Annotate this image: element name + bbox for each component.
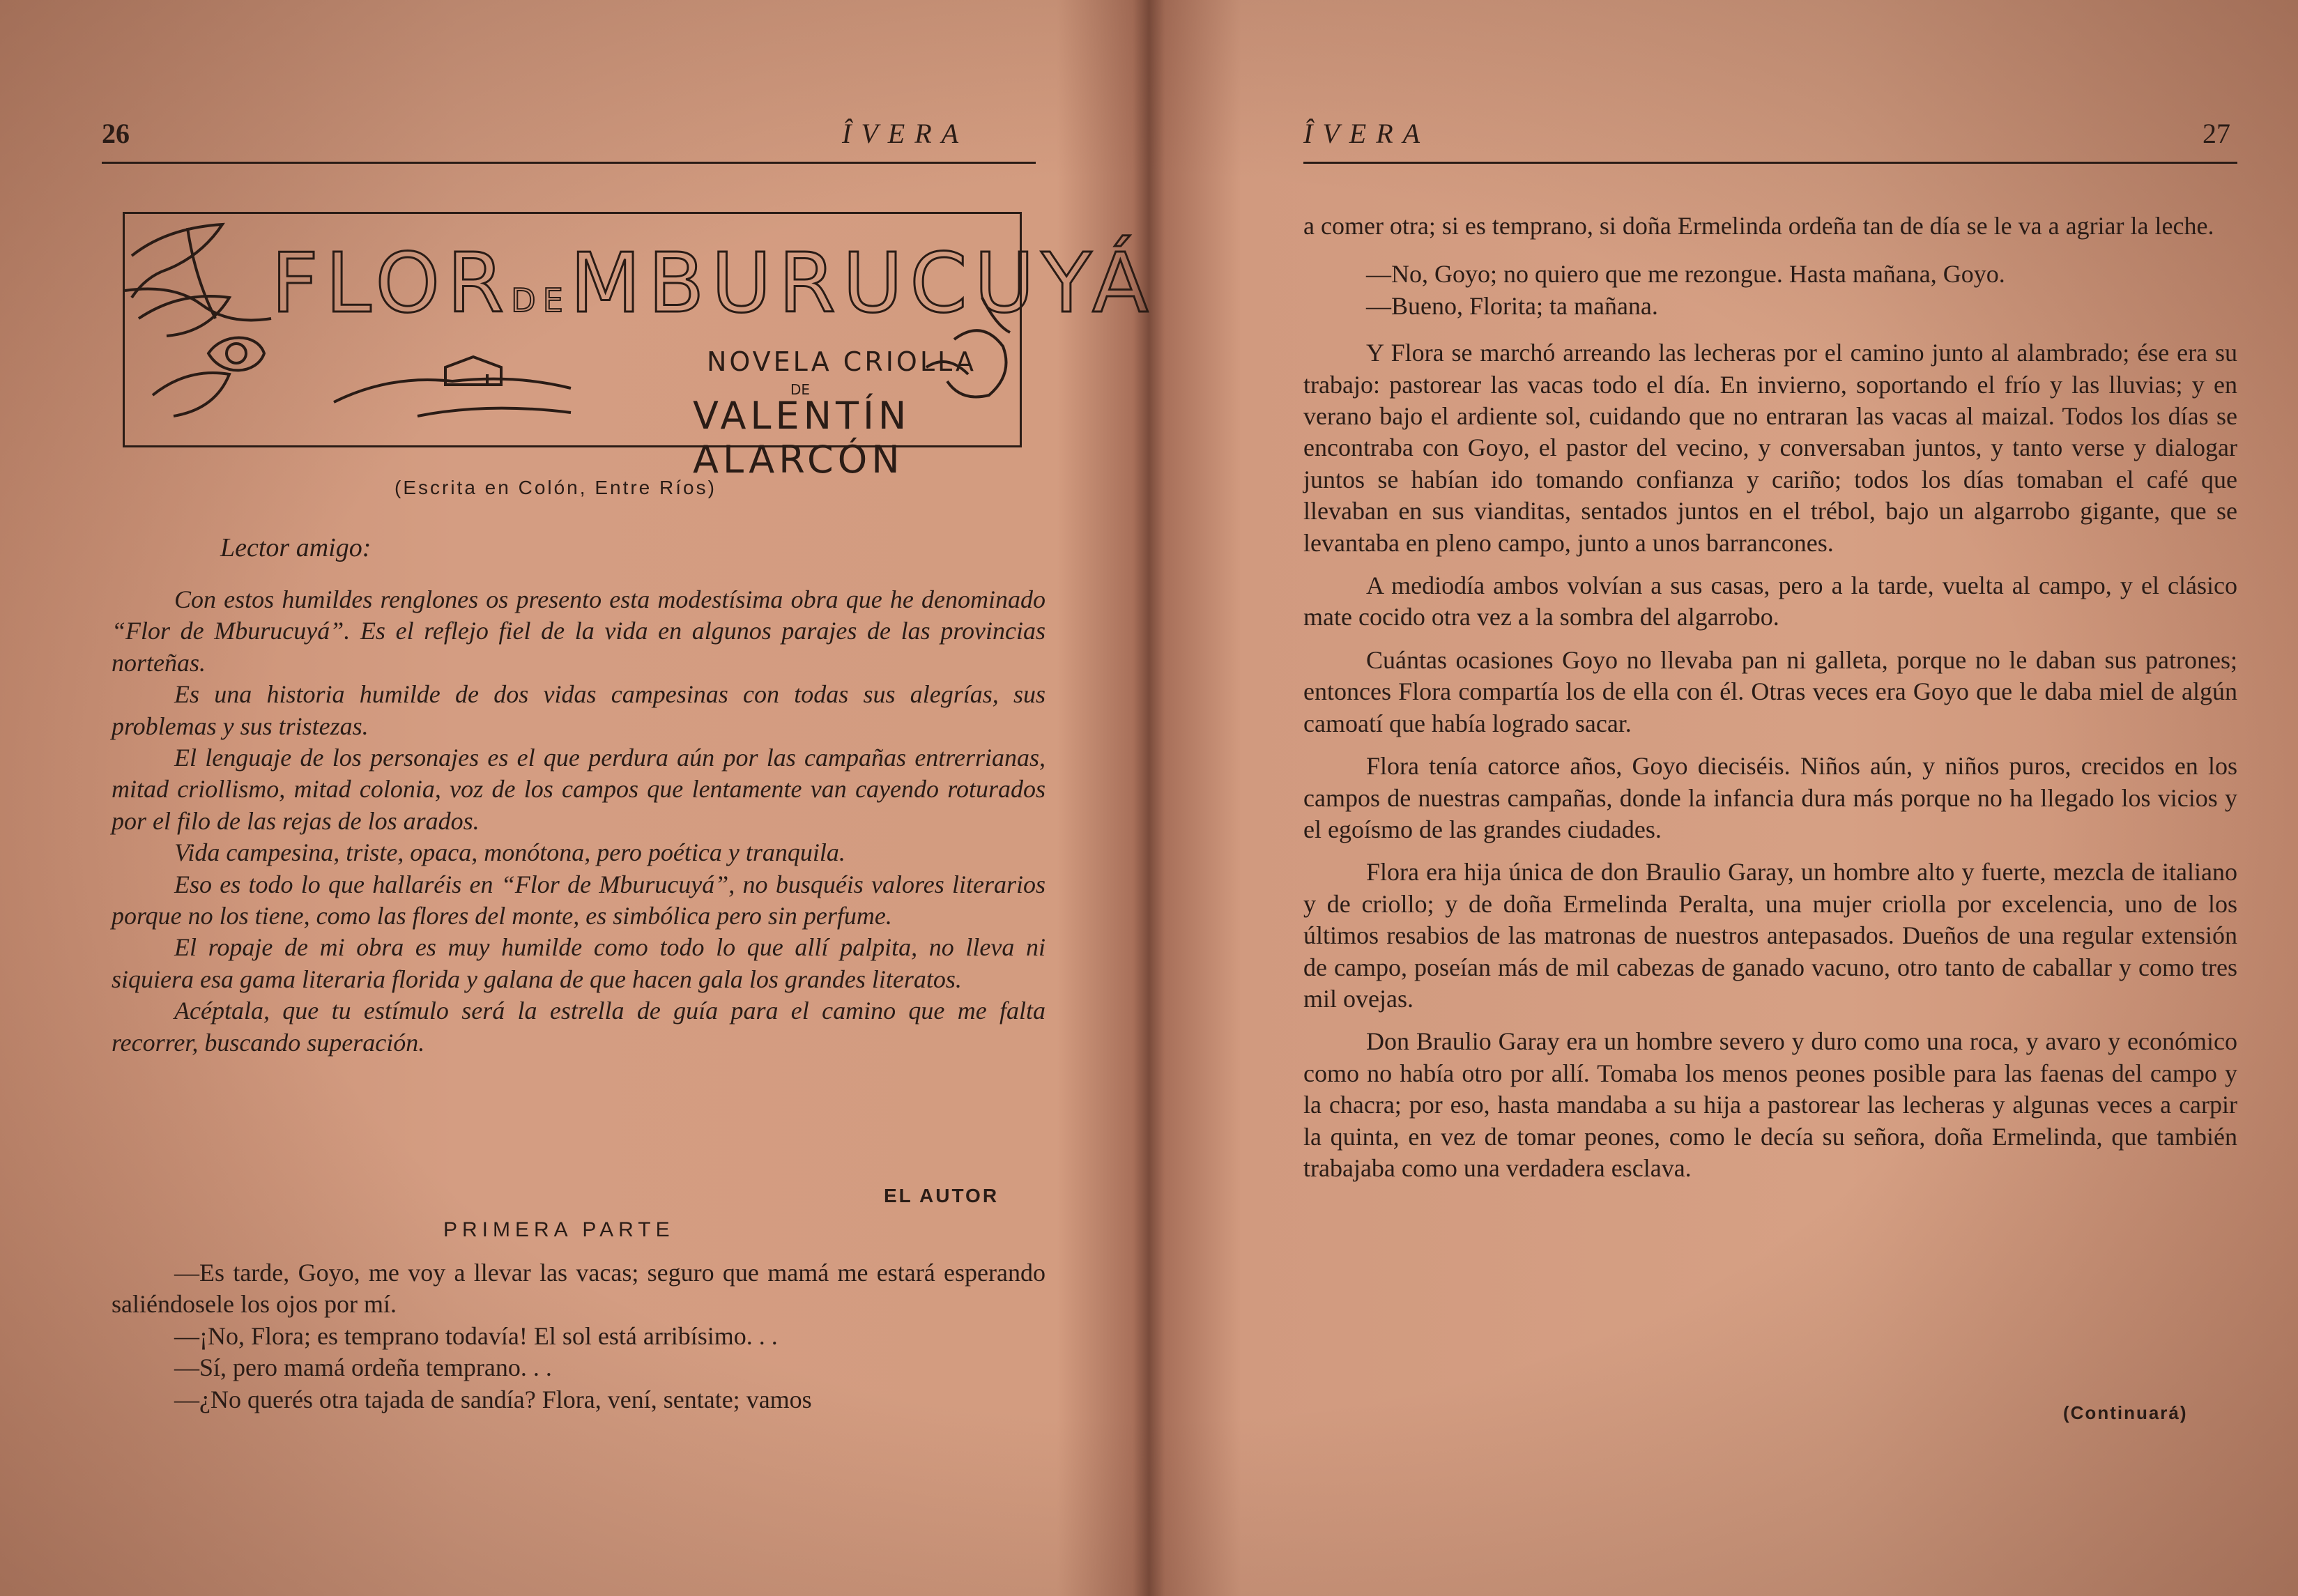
header-rule-left [102, 162, 1036, 164]
author-name: VALENTÍN ALARCÓN [693, 394, 911, 482]
dialogue-line: —¡No, Flora; es temprano todavía! El sol está arribísimo. . . [174, 1321, 778, 1350]
running-title-left: ÎVERA [842, 118, 969, 149]
dialogue-line: —¿No querés otra tajada de sandía? Flora, vení, sentate; vamos [174, 1385, 812, 1413]
title-illustration [123, 212, 1156, 482]
body-paragraph: Flora tenía catorce años, Goyo dieciséis. Niños aún, y niños puros, crecidos en los campos de nuestras campañas, donde la infancia dura más porque no ha llegado los vicios y el egoísmo de las grandes ciudades. [1303, 752, 2237, 843]
body-paragraph: —No, Goyo; no quiero que me rezongue. Hasta mañana, Goyo. [1366, 260, 2005, 289]
right-page [1164, 0, 2298, 1596]
salutation: Lector amigo: [220, 533, 371, 562]
running-header-left [102, 117, 1036, 151]
dialogue-text [112, 1257, 1045, 1415]
preface-paragraph: Eso es todo lo que hallaréis en “Flor de Mburucuyá”, no busquéis valores literarios porque no los tiene, como las flores del monte, es simbólica pero sin perfume. [112, 870, 1045, 930]
continued-note: (Continuará) [2063, 1402, 2188, 1423]
body-paragraph: Y Flora se marchó arreando las lecheras por el camino junto al alambrado; ése era su trabajo: pastorear las vacas todo el día. En invierno, soportando el frío y las lluvias; y en verano bajo el ardiente sol, cuidando que no entraran las vacas al maizal. Todos los días se encontraba con Goyo, el pastor del vecino, y conversaban juntos, y tanto verse y dialogar juntos se habían ido tomando confianza y cariño; todos los días tomaban el café que llevaban en sus vianditas, sentados juntos en el trébol, bajo un algarrobo gigante, que se levantaba en pleno campo, junto a unos barrancones. [1303, 339, 2237, 557]
subtitle-text: NOVELA CRIOLLA [707, 346, 977, 377]
chapter-text [1303, 210, 2237, 1195]
author-signature: EL AUTOR [884, 1185, 999, 1206]
page-number-left: 26 [102, 118, 130, 149]
dialogue-line: —Es tarde, Goyo, me voy a llevar las vacas; seguro que mamá me estará esperando saliéndosele los ojos por mí. [112, 1259, 1045, 1319]
dialogue-line: —Sí, pero mamá ordeña temprano. . . [174, 1353, 552, 1382]
body-paragraph: a comer otra; si es temprano, si doña Ermelinda ordeña tan de día se le va a agriar la leche. [1303, 212, 2214, 240]
written-location: (Escrita en Colón, Entre Ríos) [395, 477, 717, 498]
body-paragraph: A mediodía ambos volvían a sus casas, pero a la tarde, vuelta al campo, y el clásico mate cocido otra vez a la sombra del algarrobo. [1303, 571, 2237, 631]
preface-paragraph: El lenguaje de los personajes es el que perdura aún por las campañas entrerrianas, mitad criollismo, mitad colonia, voz de los campos que lentamente van cayendo roturados por el filo de las rejas de los arados. [112, 744, 1045, 835]
body-paragraph: Don Braulio Garay era un hombre severo y duro como una roca, y avaro y económico como no había otro por allí. Tomaba los menos peones posible para las faenas del campo y la chacra; por eso, hasta mandaba a su hija a pastorear las lecheras y algunas veces a carpir la quinta, en vez de tomar peones, como le decía su señora, doña Ermelinda, que también trabajaba como una verdadera esclava. [1303, 1027, 2237, 1182]
body-paragraph: Flora era hija única de don Braulio Garay, un hombre alto y fuerte, mezcla de italiano y de criollo; y de doña Ermelinda Peralta, una mujer criolla por excelencia, uno de los últimos resabios de las matronas de nuestros antepasados. Dueños de una regular extensión de campo, poseían más de mil cabezas de ganado vacuno, otro tanto de caballar y como tres mil ovejas. [1303, 858, 2237, 1013]
body-paragraph: Cuántas ocasiones Goyo no llevaba pan ni galleta, porque no le daban sus patrones; entonces Flora compartía los de ella con él. Otras veces era Goyo que le daba miel de algún camoatí que había logrado sacar. [1303, 645, 2237, 737]
preface-paragraph: Con estos humildes renglones os presento esta modestísima obra que he denominado “Flor de Mburucuyá”. Es el reflejo fiel de la vida en algunos parajes de las provincias norteñas. [112, 585, 1045, 677]
body-paragraph: —Bueno, Florita; ta mañana. [1366, 291, 1658, 320]
header-rule-right [1303, 162, 2237, 164]
subtitle-de: DE [790, 381, 811, 398]
title-text: FLORDEMBURUCUYÁ [271, 235, 1156, 331]
part-heading: PRIMERA PARTE [443, 1218, 675, 1241]
running-header-right [1303, 117, 2237, 151]
preface-paragraph: Es una historia humilde de dos vidas campesinas con todas sus alegrías, sus problemas y sus tristezas. [112, 680, 1045, 740]
preface-paragraph: El ropaje de mi obra es muy humilde como todo lo que allí palpita, no lleva ni siquiera esa gama literaria florida y galana de que hacen gala los grandes literatos. [112, 933, 1045, 993]
preface-paragraph: Acéptala, que tu estímulo será la estrella de guía para el camino que me falta recorrer, buscando superación. [112, 997, 1045, 1057]
preface-text [112, 584, 1045, 1059]
preface-paragraph: Vida campesina, triste, opaca, monótona, pero poética y tranquila. [174, 838, 845, 867]
page-number-right: 27 [2203, 118, 2230, 149]
running-title-right: ÎVERA [1303, 118, 1430, 149]
